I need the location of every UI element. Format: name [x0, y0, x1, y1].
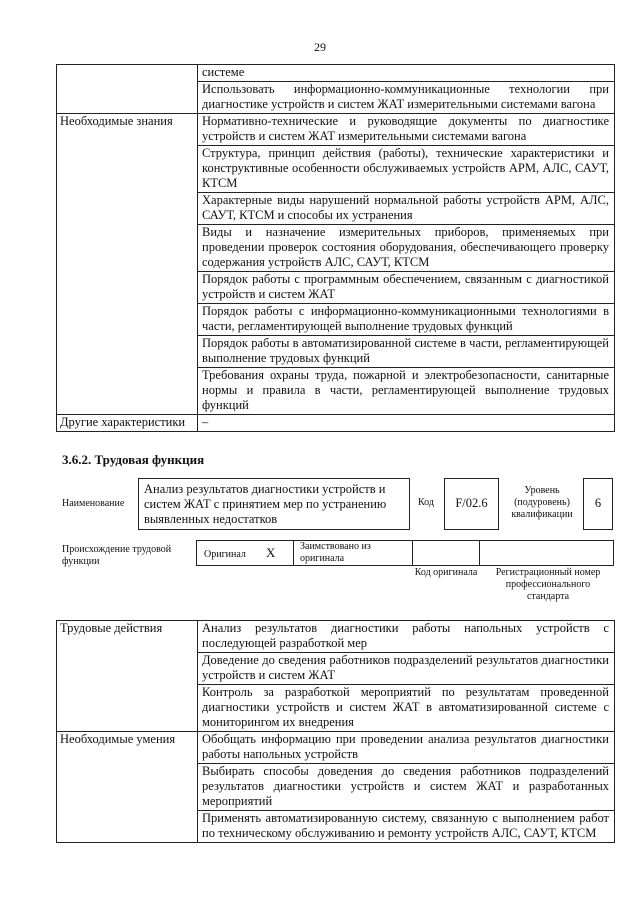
table-cell: Порядок работы в автоматизированной системе в части, регламентирующей выполнение трудовых функций: [198, 336, 615, 368]
row-label-other: Другие характеристики: [57, 415, 198, 432]
table-cell: Нормативно-технические и руководящие документы по диагностике устройств и систем ЖАТ измерительными системами вагона: [198, 114, 615, 146]
code-label: Код: [418, 497, 434, 508]
row-label-skills: Необходимые умения: [57, 732, 198, 843]
table-cell: Контроль за разработкой мероприятий по результатам проведенной диагностики устройств и систем ЖАТ в автоматизированной системе с мониторингом их внедрения: [198, 685, 615, 732]
requirements-table-bottom: [56, 620, 615, 843]
table-cell: Обобщать информацию при проведении анализа результатов диагностики работы напольных устройств: [198, 732, 615, 764]
row-label-actions: Трудовые действия: [57, 621, 198, 732]
table-cell: Требования охраны труда, пожарной и электробезопасности, санитарные нормы и правила в части, регламентирующей выполнение трудовых функций: [198, 368, 615, 415]
table-cell: Доведение до сведения работников подразделений результатов диагностики устройств и систем ЖАТ: [198, 653, 615, 685]
table-cell: Применять автоматизированную систему, связанную с выполнением работ по техническому обслуживанию и ремонту устройств АЛС, САУТ, КТСМ: [198, 811, 615, 843]
row-label-knowledge: Необходимые знания: [57, 114, 198, 415]
function-code-box: F/02.6: [444, 478, 499, 530]
origin-original-label: Оригинал: [204, 549, 246, 560]
row-label: [57, 65, 198, 114]
page-number: 29: [314, 40, 326, 54]
table-cell: Использовать информационно-коммуникационные технологии при диагностике устройств и систем ЖАТ измерительными системами вагона: [198, 82, 615, 114]
table-cell: Структура, принцип действия (работы), технические характеристики и конструктивные особенности обслуживаемых устройств АРМ, АЛС, САУТ, КТСМ: [198, 146, 615, 193]
table-cell: Анализ результатов диагностики работы напольных устройств с последующей разработкой мер: [198, 621, 615, 653]
requirements-table-top: [56, 64, 615, 432]
origin-registration-cell: [479, 540, 614, 566]
origin-label: Происхождение трудовой функции: [62, 544, 172, 567]
table-cell: Виды и назначение измерительных приборов, применяемых при проведении проверок состояния оборудования, обеспечивающего проверку содержания устройств АЛС, САУТ, КТСМ: [198, 225, 615, 272]
origin-registration-caption: Регистрационный номер профессионального стандарта: [495, 567, 601, 602]
table-cell: –: [198, 415, 615, 432]
function-name-box: Анализ результатов диагностики устройств и систем ЖАТ с принятием мер по устранению выявленных недостатков: [138, 478, 410, 530]
table-cell: системе: [198, 65, 615, 82]
origin-original-mark: X: [266, 545, 276, 560]
origin-borrowed-label: Заимствовано из оригинала: [300, 541, 371, 564]
qualification-level-box: 6: [583, 478, 613, 530]
table-cell: Характерные виды нарушений нормальной работы устройств АРМ, АЛС, САУТ, КТСМ и способы их устранения: [198, 193, 615, 225]
table-cell: Порядок работы с информационно-коммуникационными технологиями в части, регламентирующей выполнение трудовых функций: [198, 304, 615, 336]
name-label: Наименование: [62, 498, 125, 509]
section-heading: 3.6.2. Трудовая функция: [62, 452, 205, 467]
origin-code-caption: Код оригинала: [414, 567, 478, 578]
table-cell: Порядок работы с программным обеспечением, связанным с диагностикой устройств и систем ЖАТ: [198, 272, 615, 304]
level-label: Уровень (подуровень) квалификации: [511, 485, 573, 520]
origin-code-cell: [412, 540, 480, 566]
table-cell: Выбирать способы доведения до сведения работников подразделений результатов диагностики устройств и систем ЖАТ и разработанных мероприятий: [198, 764, 615, 811]
